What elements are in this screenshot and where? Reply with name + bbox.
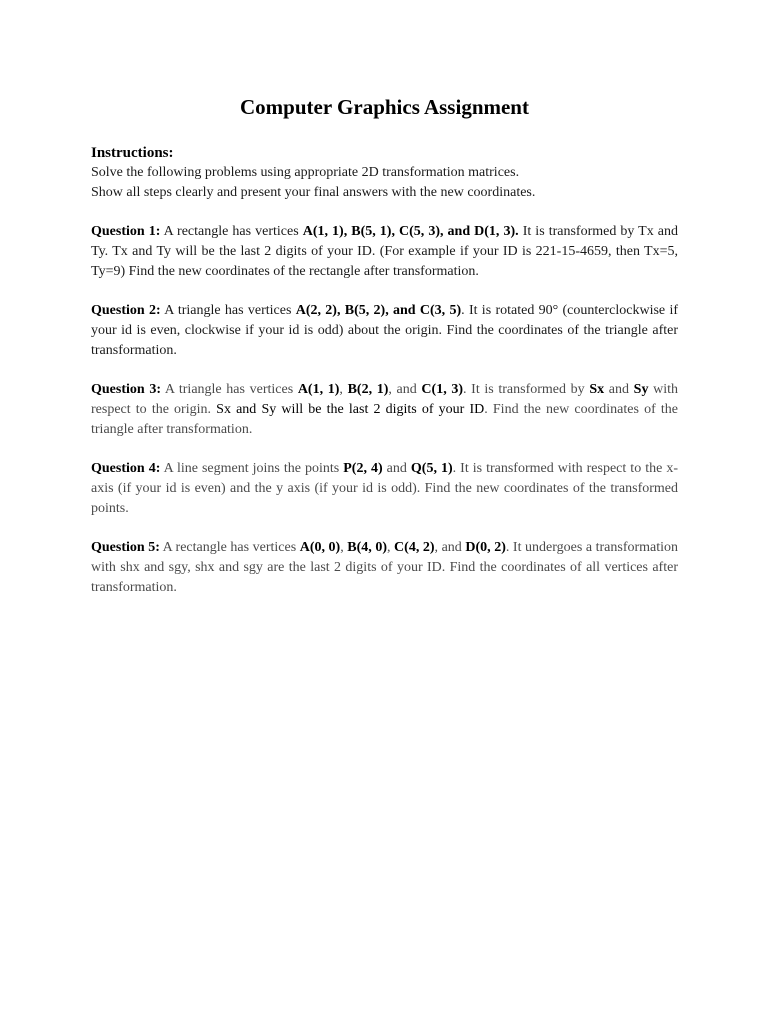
question-bold-text: Question 5: (91, 540, 160, 555)
question-bold-text: B(4, 0) (347, 540, 387, 555)
question-3 (91, 380, 678, 440)
question-text: , (339, 382, 348, 397)
question-bold-text: A(0, 0) (299, 540, 341, 555)
question-text: , and (388, 382, 422, 397)
question-text: It is transformed by Tx and Ty. Tx and Ty will be the last 2 digits of your ID. (For example if your ID is 221-15-4659, then Tx=5, Ty=9) Find the new coordinates of the rectangle after transformation. (91, 224, 679, 279)
instructions-line: Solve the following problems using appropriate 2D transformation matrices. (91, 165, 520, 180)
question-text: . It is rotated 90° (counterclockwise if your id is even, clockwise if your id is odd) about the origin. Find the coordinates of the triangle after transformation. (91, 303, 678, 358)
question-text: with respect to the origin. (91, 382, 678, 417)
question-2 (91, 301, 678, 361)
question-bold-text: B(2, 1) (347, 382, 389, 397)
question-bold-text: Question 2: (91, 303, 161, 318)
question-4 (91, 459, 678, 519)
question-text: A line segment joins the points (160, 461, 344, 476)
question-text: A triangle has vertices (160, 303, 296, 318)
question-bold-text: D(0, 2) (465, 540, 506, 555)
question-text: . It undergoes a transformation with shx and sgy, shx and sgy are the last 2 digits of your ID. Find the coordinates of all vertices after transformation. (91, 540, 679, 595)
question-text: , (340, 540, 348, 555)
question-bold-text: C(1, 3) (421, 382, 464, 397)
document-title: Computer Graphics Assignment (240, 95, 529, 119)
question-bold-text: A(1, 1) (297, 382, 340, 397)
question-text: . Find the new coordinates of the triangle after transformation. (91, 402, 678, 437)
question-bold-text: A(1, 1), B(5, 1), C(5, 3), and D(1, 3). (302, 224, 519, 239)
question-text: A rectangle has vertices (159, 540, 300, 555)
question-text: A rectangle has vertices (160, 224, 303, 239)
instructions-block (91, 143, 678, 203)
question-text: Sx and Sy will be the last 2 digits of your ID (216, 402, 485, 417)
question-text: and (604, 382, 634, 397)
question-1 (91, 222, 678, 282)
question-bold-text: Q(5, 1) (410, 461, 453, 476)
question-bold-text: Sx (589, 382, 605, 397)
question-bold-text: P(2, 4) (343, 461, 383, 476)
question-bold-text: Question 3: (91, 382, 161, 397)
question-text: . It is transformed with respect to the x-axis (if your id is even) and the y axis (if your id is odd). Find the new coordinates of the transformed points. (91, 461, 678, 516)
question-text: , and (434, 540, 466, 555)
question-bold-text: C(4, 2) (394, 540, 435, 555)
question-text: . It is transformed by (463, 382, 590, 397)
question-bold-text: Question 1: (91, 224, 161, 239)
question-text: A triangle has vertices (161, 382, 298, 397)
question-bold-text: Sy (633, 382, 649, 397)
question-bold-text: A(2, 2), B(5, 2), and C(3, 5) (295, 303, 462, 318)
instructions-line: Show all steps clearly and present your final answers with the new coordinates. (91, 185, 536, 200)
question-5 (91, 538, 678, 598)
instructions-heading: Instructions: (91, 145, 174, 161)
question-bold-text: Question 4: (91, 461, 161, 476)
question-text: , (386, 540, 395, 555)
question-text: and (382, 461, 411, 476)
